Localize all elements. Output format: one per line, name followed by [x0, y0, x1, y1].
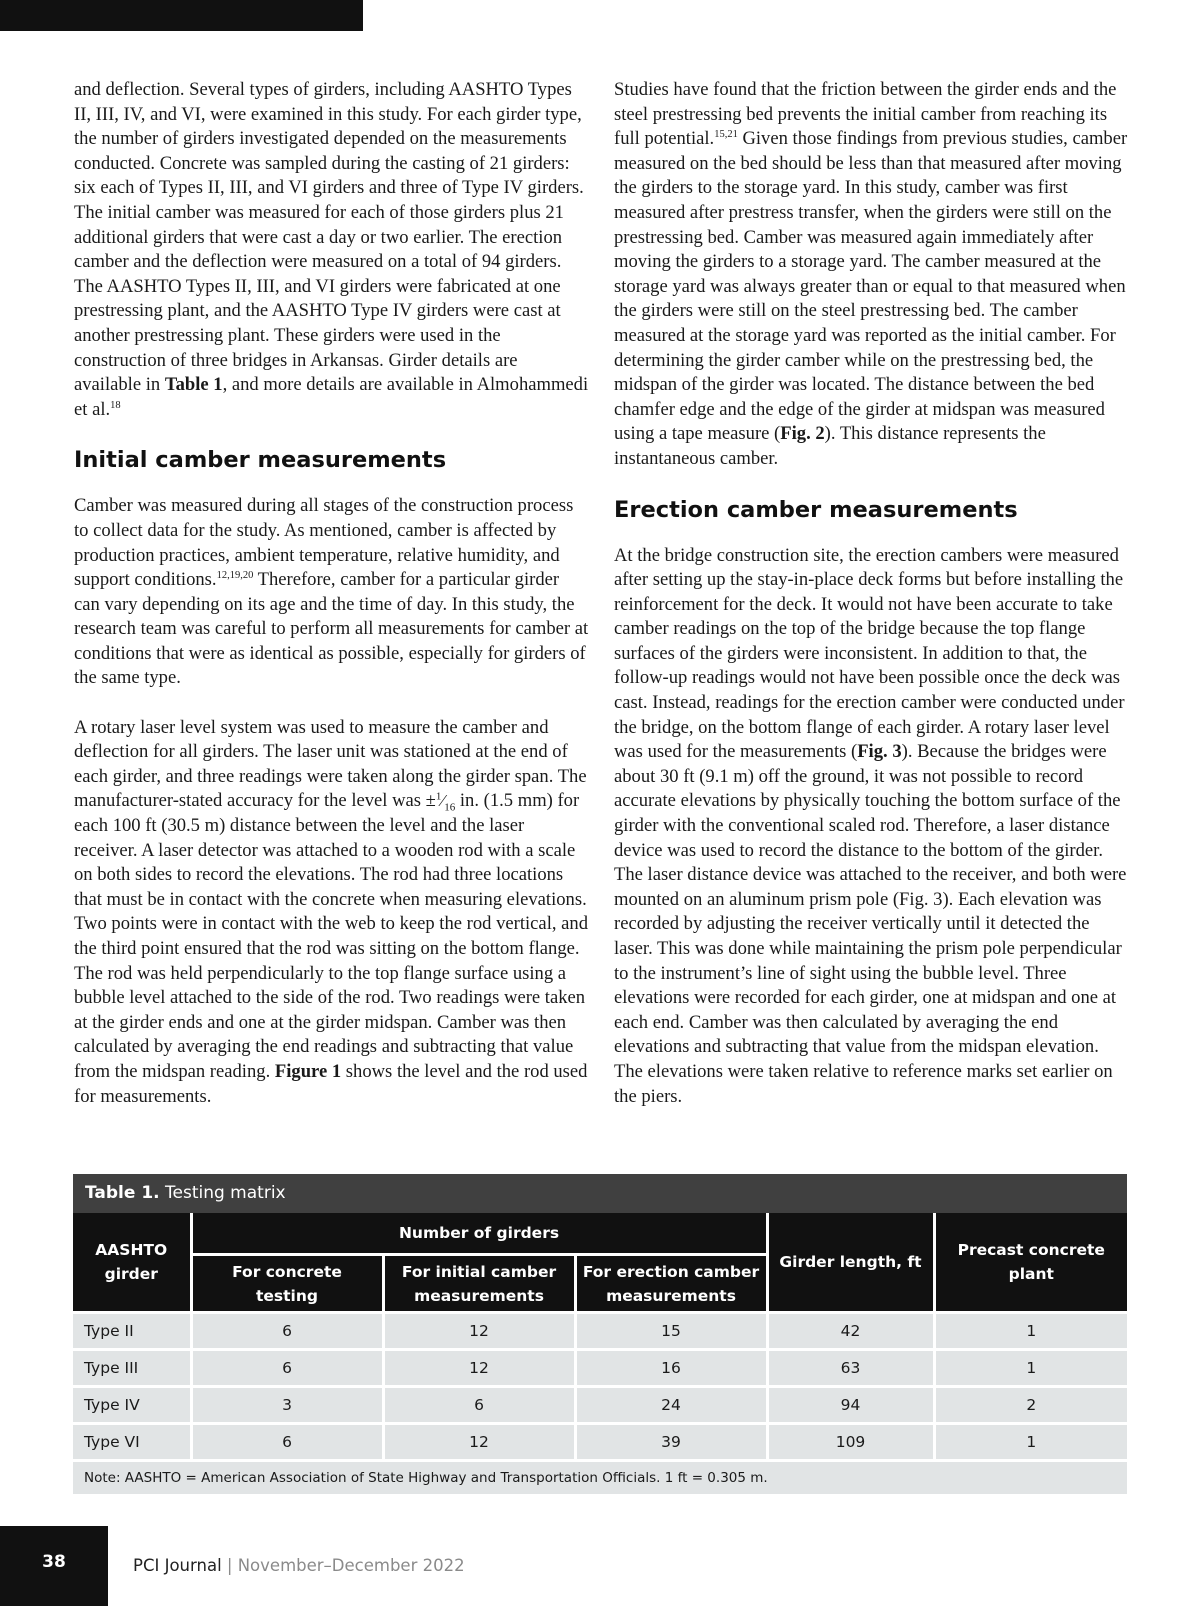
paragraph-laser-level: A rotary laser level system was used to measure the camber and deflection for all girders. The laser unit was stationed at the end of each girder, and three readings were taken along the girder span. The manufacturer-stated accuracy for the level was $\pm^1⁄_{16}$ in. (1.5 mm) for each 100 ft (30.5 m) distance between the level and the laser receiver. A laser detector was attached to a wooden rod with a scale on both sides to record the elevations. The rod had three locations that must be in contact with the concrete when measuring elevations. Two points were in contact with the web to keep the rod vertical, and the third point ensured that the rod was sitting on the bottom flange. The rod was held perpendicularly to the top flange surface using a bubble level attached to the side of the rod. Two readings were taken at the girder ends and one at the girder midspan. Camber was then calculated by averaging the end readings and subtracting that value from the midspan reading. Figure 1 shows the level and the rod used for measurements.: [74, 716, 588, 1107]
paragraph-intro: and deflection. Several types of girders, including AASHTO Types II, III, IV, and VI, were examined in this study. For each girder type, the number of girders investigated depended on the measurements conducted. Concrete was sampled during the casting of 21 girders: six each of Types II, III, and VI girders and three of Type IV girders. The initial camber was measured for each of those girders plus 21 additional girders that were cast a day or two earlier. The erection camber and the deflection were measured on a total of 94 girders. The AASHTO Types II, III, and VI girders were fabricated at one prestressing plant, and the AASHTO Type IV girders were cast at another prestressing plant. These girders were used in the construction of three bridges in Arkansas. Girder details are available in Table 1, and more details are available in Almohammedi et al.$^{18}$: [74, 79, 589, 420]
issue-date: November–December 2022: [237, 1556, 465, 1575]
header-concrete-testing: For concrete testing: [191, 1255, 383, 1313]
paragraph-friction: Studies have found that the friction between the girder ends and the steel prestressing bed prevents the initial camber from reaching its full potential.$^{15,21}$ Given those findings from previous studies, camber measured on the bed should be less than that measured after moving the girders to the storage yard. In this study, camber was first measured after prestress transfer, when the girders were still on the prestressing bed. Camber was measured again immediately after moving the girders to a storage yard. The camber measured at the storage yard was always greater than or equal to that measured when the girders were still on the steel prestressing bed. The camber measured at the storage yard was reported as the initial camber. For determining the girder camber while on the prestressing bed, the midspan of the girder was located. The distance between the bed chamfer edge and the edge of the girder at midspan was measured using a tape measure (Fig. 2). This distance represents the instantaneous camber.: [614, 79, 1128, 469]
left-column: [74, 78, 589, 1109]
testing-matrix-table: [73, 1174, 1127, 1494]
header-number-of-girders: Number of girders: [191, 1213, 767, 1255]
paragraph-erection-site: At the bridge construction site, the erection cambers were measured after setting up the stay-in-place deck forms but before installing the reinforcement for the deck. It would not have been accurate to take camber readings on the top of the bridge because the top flange surfaces of the girders were inconsistent. In addition to that, the follow-up readings would not have been possible once the deck was cast. Instead, readings for the erection camber were conducted under the bridge, on the bottom flange of each girder. A rotary laser level was used for the measurements (Fig. 3). Because the bridges were about 30 ft (9.1 m) off the ground, it was not possible to record accurate elevations by physically touching the bottom surface of the girder with the conventional scaled rod. Therefore, a laser distance device was used to record the distance to the bottom of the girder. The laser distance device was attached to the receiver, and both were mounted on an aluminum prism pole (Fig. 3). Each elevation was recorded by adjusting the receiver vertically until it detected the laser. This was done while maintaining the prism pole perpendicular to the instrument’s line of sight using the bubble level. Three elevations were recorded for each girder, one at midspan and one at each end. Camber was then calculated by averaging the end elevations and subtracting that value from the midspan elevation. The elevations were taken relative to reference marks set earlier on the piers.: [614, 544, 1127, 1107]
header-erection-camber: For erection camber measurements: [575, 1255, 767, 1313]
journal-name: PCI Journal: [133, 1556, 222, 1575]
footer-separator: |: [226, 1556, 233, 1575]
table-row: Type II 6 12 15 42 1: [73, 1313, 1127, 1350]
table-note-row: [73, 1461, 1127, 1495]
table-row: Type IV 3 6 24 94 2: [73, 1387, 1127, 1424]
heading-erection-camber: Erection camber measurements: [614, 496, 1018, 523]
top-bar: [0, 0, 363, 31]
header-initial-camber: For initial camber measurements: [383, 1255, 575, 1313]
header-girder-length: Girder length, ft: [767, 1213, 934, 1313]
table-row: Type III 6 12 16 63 1: [73, 1350, 1127, 1387]
page-number: 38: [42, 1552, 66, 1572]
header-aashto-girder: AASHTO girder: [73, 1213, 191, 1313]
table-caption: Table 1. Testing matrix: [73, 1174, 1127, 1213]
table-note: Note: AASHTO = American Association of State Highway and Transportation Officials. 1 ft = 0.305 m.: [73, 1461, 1127, 1495]
header-precast-plant: Precast concrete plant: [934, 1213, 1127, 1313]
paragraph-camber-conditions: Camber was measured during all stages of the construction process to collect data for the study. As mentioned, camber is affected by production practices, ambient temperature, relative humidity, and support conditions.$^{12,19,20}$ Therefore, camber for a particular girder can vary depending on its age and the time of day. In this study, the research team was careful to perform all measurements for camber at conditions that were as identical as possible, especially for girders of the same type.: [74, 495, 589, 689]
heading-initial-camber: Initial camber measurements: [74, 447, 447, 474]
table-row: Type VI 6 12 39 109 1: [73, 1424, 1127, 1461]
right-column: [614, 78, 1130, 1109]
footer-journal: [133, 1554, 465, 1578]
